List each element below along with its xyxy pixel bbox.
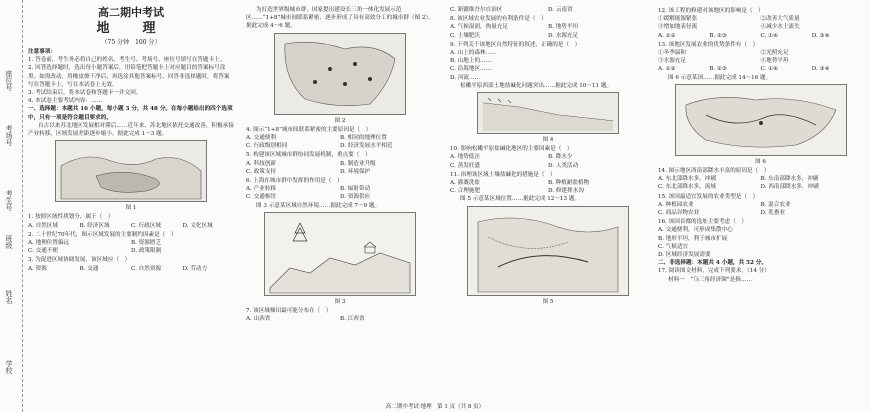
question-stem: 5. 构建该区域城市群协同发展机制，重点要（ ） <box>246 152 371 159</box>
figure-6-caption: 图 6 <box>755 158 766 165</box>
option: C. 合理施肥 <box>450 188 481 195</box>
option: A. ①② <box>658 66 676 73</box>
option: A. 山西省 <box>246 316 271 323</box>
question-2 <box>28 231 234 256</box>
option: C. 自然资源 <box>131 265 162 272</box>
column-3 <box>450 6 646 306</box>
figure-1-caption: 图 1 <box>125 205 137 212</box>
option: D. 环境保护 <box>340 168 371 175</box>
option: C. 政策支持 <box>246 168 277 175</box>
question-7 <box>246 307 434 323</box>
option: C. ①④ <box>760 32 779 39</box>
option: D. 经济发展水平相近 <box>340 143 393 150</box>
exam-title: 高二期中考试 <box>98 6 164 19</box>
notice-item: 3. 考试结束后，将本试卷和答题卡一并交回。 <box>28 90 142 97</box>
binding-strip <box>0 0 23 412</box>
option: D. 劳动力 <box>182 265 208 272</box>
option: C. 商品谷物农业 <box>658 210 700 217</box>
notice-item: 4. 本试卷主要考试内容：…… <box>28 98 103 105</box>
question-17: 17. 阅读图文材料，完成下列要求。（14 分） <box>658 268 770 275</box>
question-stem: 16. 该国首都的选址主要考虑（ ） <box>658 219 747 226</box>
option: A. 交通便利，可形成集散中心 <box>658 227 733 234</box>
option: A. 灌溉洗盐 <box>450 180 480 187</box>
question-10 <box>450 145 646 170</box>
question-11 <box>450 171 646 196</box>
option: D. 资源供应 <box>340 194 371 201</box>
option: ①缓解能源紧张 <box>658 16 698 23</box>
column-2 <box>246 6 434 323</box>
column-4 <box>658 6 863 284</box>
option: D. 文化区域 <box>182 222 213 229</box>
binding-label: 班级 <box>5 235 13 249</box>
intro-5: 图 5 示意某区域位置……据此完成 12～13 题。 <box>460 196 581 203</box>
exam-meta: （75 分钟 100 分） <box>101 39 161 46</box>
notice-heading: 注意事项： <box>28 49 56 55</box>
option: ②改善大气质量 <box>760 16 800 23</box>
intro-1: 自古以来苏北地区发展相对滞后……近年来，苏北地区依托交通改善，积极承接产业转移，区域发展差距逐步缩小。据此完成 1～3 题。 <box>28 122 234 138</box>
question-3 <box>28 256 234 272</box>
option: ④减少水土流失 <box>760 24 800 31</box>
figure-3-caption: 图 3 <box>334 298 346 305</box>
option: A. 东北部降水多，冲刷 <box>658 176 716 183</box>
intro-4: 松嫩平原西部土地盐碱化问题突出……据此完成 10～11 题。 <box>460 82 613 89</box>
question-stem: 12. 该工程的修建对该地区的影响是（ ） <box>658 8 764 14</box>
question-stem: 2. 二十世纪70年代，图示区域发展的主要制约因素是（ ） <box>28 231 177 238</box>
question-stem: 15. 该国最适宜发展的农业类型是（ ） <box>658 193 759 200</box>
option: D. ③④ <box>811 66 830 73</box>
question-stem: 11. 治理该区域土壤盐碱化的措施是（ ） <box>450 171 556 178</box>
figure-4-profile <box>477 92 619 134</box>
question-stem: 8. 该区域农业发展的有利条件是（ ） <box>450 16 547 23</box>
option: A. 交通便利 <box>246 135 276 142</box>
page-footer: 高二期中考试·地理 第 1 页（共 8 页） <box>385 404 485 410</box>
option: A. 产业转移 <box>246 186 276 193</box>
option: B. 资源匮乏 <box>131 240 162 247</box>
option: A. ①② <box>658 32 676 39</box>
question-stem: 4. 图示“1+8”城市间联系紧密的主要原因是（ ） <box>246 126 372 133</box>
option: ①冬季温和 <box>658 50 686 57</box>
option: C. 行政区域 <box>131 222 162 229</box>
option: B. 混合农业 <box>760 201 791 208</box>
section-2-heading: 二、非选择题：本题共 4 小题，共 52 分。 <box>658 260 767 267</box>
figure-5-map <box>467 206 629 296</box>
option: B. 辐射带动 <box>340 186 371 193</box>
binding-label: 考生号 <box>5 190 13 211</box>
intro-6: 图 6 示意某国……据此完成 14～16 题。 <box>668 74 772 81</box>
question-6 <box>246 177 434 202</box>
option: B. 降水少 <box>548 154 573 161</box>
question-stem: 6. 上海在城市群中发挥的作用是（ ） <box>246 178 343 185</box>
option: B. 地形平坦，利于城市扩展 <box>658 235 728 242</box>
figure-3-landscape <box>264 212 416 296</box>
subject-title: 地 理 <box>96 21 166 36</box>
option: C. 土壤肥沃 <box>450 32 481 39</box>
option: D. 乳畜业 <box>760 210 786 217</box>
figure-6-map <box>675 84 847 156</box>
option: D. ③④ <box>811 32 830 39</box>
option: A. 气候湿润，热量充足 <box>450 24 508 31</box>
option: B. 交通 <box>79 265 99 272</box>
option: C. 蒸发旺盛 <box>450 162 481 169</box>
option: B. 种植耐盐植物 <box>548 180 590 187</box>
option: C. 沿海地区…… <box>450 66 492 73</box>
option: C. 交通不便 <box>28 248 59 255</box>
question-stem: 1. 按照区域性质划分，属于（ ） <box>28 214 114 221</box>
option: D. 云南省 <box>548 7 573 13</box>
option: C. 东北部降水多，流域 <box>658 184 716 191</box>
question-1 <box>28 213 234 229</box>
option: ④地势平坦 <box>760 58 789 65</box>
question-5 <box>246 151 434 176</box>
option: D. 区域经济发展需要 <box>658 252 711 259</box>
option: A. 资源 <box>28 265 47 272</box>
notice-item: 2. 回答选择题时，选出每小题答案后，用铅笔把答题卡上对应题目的答案标号涂黑。如需改动，用橡皮擦干净后，再选涂其他答案标号。回答非选择题时，将答案写在答题卡上，写在本试卷上无效。 <box>28 65 230 88</box>
figure-1-map <box>55 140 207 202</box>
intro-2: 为打造世界级城市群，国家提出建设长三角一体化发展示范区……“1+8”城市间联系紧密，逐步形成了具有高效分工的城市群（图 2）。据此完成 4～6 题。 <box>246 7 434 30</box>
question-stem: 13. 该地区发展农业的优势条件有（ ） <box>658 41 759 48</box>
option: A. 自然区域 <box>28 222 58 229</box>
option: ③增加地表径流 <box>658 24 698 31</box>
question-4 <box>246 126 434 151</box>
question-stem: 10. 影响松嫩平原盐碱化地区的主要因素是（ ） <box>450 146 573 153</box>
option: B. 东南部降水多，冲刷 <box>760 176 819 183</box>
option: D. 西南部降水多，冲刷 <box>760 184 819 191</box>
option: A. 科技创新 <box>246 160 276 167</box>
option: B. ②③ <box>709 32 727 39</box>
figure-5-caption: 图 5 <box>542 298 554 305</box>
question-14 <box>658 167 863 192</box>
binding-label: 考场号 <box>5 125 13 146</box>
binding-label: 姓名 <box>5 290 13 304</box>
option: B. 制造业升级 <box>340 160 376 167</box>
question-16 <box>658 218 863 259</box>
option: A. 地势低洼 <box>450 154 480 161</box>
figure-2-map <box>274 33 406 115</box>
binding-label: 学校 <box>5 360 13 374</box>
question-8 <box>450 15 646 40</box>
question-15 <box>658 193 863 218</box>
notice-item: 1. 答卷前，考生务必将自己的姓名、考生号、考场号、座位号填写在答题卡上。 <box>28 57 226 64</box>
option: C. 气候适宜 <box>658 243 689 250</box>
option: B. 地势平坦 <box>548 24 579 31</box>
binding-label: 座位号 <box>5 70 13 91</box>
figure-2-caption: 图 2 <box>334 117 346 124</box>
question-13 <box>658 41 863 74</box>
option: D. 人类活动 <box>548 162 579 169</box>
option: B. 相同的地理位置 <box>340 135 387 142</box>
option: D. 修建排水沟 <box>548 188 584 195</box>
option: B. 山地上的…… <box>450 58 492 65</box>
option: ②光照充足 <box>760 50 789 57</box>
question-stem: 3. 为促进区域协调发展，该区域应（ ） <box>28 257 131 264</box>
figure-4-caption: 图 4 <box>542 137 554 144</box>
question-12 <box>658 7 863 40</box>
column-1 <box>28 6 234 273</box>
option: A. 地理位置偏远 <box>28 240 70 247</box>
option: A. 种植园农业 <box>658 201 694 208</box>
question-stem: 7. 该区域梯田最可能分布在（ ） <box>246 308 332 315</box>
option: C. 新疆维吾尔自治区 <box>450 7 503 13</box>
question-stem: 14. 图示地区西南部降水丰富的原因是（ ） <box>658 168 770 175</box>
option: ③水源充足 <box>658 58 686 65</box>
question-9 <box>450 41 646 82</box>
option: B. 经济区域 <box>79 222 110 229</box>
question-stem: 9. 下列关于该地区自然特征的叙述，正确的是（ ） <box>450 41 581 48</box>
option: C. ①④ <box>760 66 779 73</box>
option: D. 水源充足 <box>548 32 579 39</box>
material-1: 材料一 “乌三角经济圈”是指…… <box>668 276 753 283</box>
option: D. 河流…… <box>450 74 481 81</box>
option: C. 行政级别相同 <box>246 143 288 150</box>
section-1-heading: 一、选择题：本题共 16 小题，每小题 3 分，共 48 分。在每小题给出的四个选项中，只有一项是符合题目要求的。 <box>28 106 233 121</box>
option: C. 交通枢纽 <box>246 194 277 201</box>
option: B. ②③ <box>709 66 727 73</box>
intro-3: 图 3 示意某区域自然环境……据此完成 7～9 题。 <box>256 202 381 209</box>
option: B. 江西省 <box>340 316 365 323</box>
option: A. 山上的森林…… <box>450 50 497 57</box>
option: D. 政策限制 <box>131 248 162 255</box>
